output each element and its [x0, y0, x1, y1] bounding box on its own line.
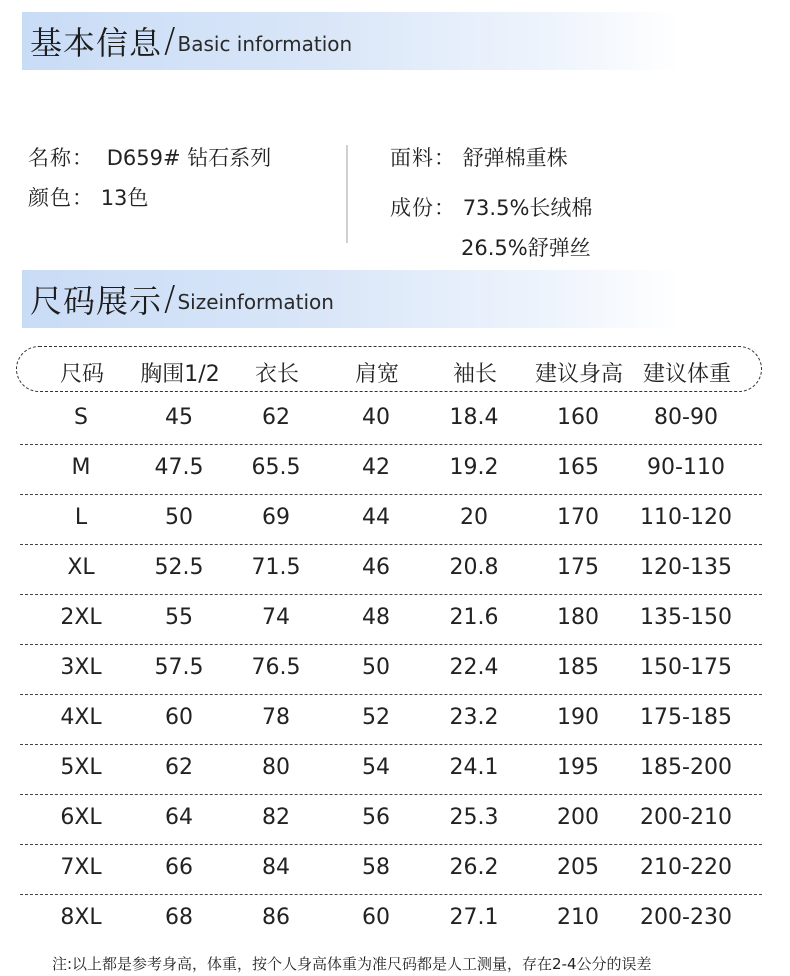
- basic-info-title-cn: 基本信息: [30, 24, 163, 62]
- table-row: [16, 594, 762, 644]
- basic-info-banner: [22, 12, 682, 70]
- info-divider: [346, 145, 348, 243]
- cell-size: 7XL: [60, 855, 102, 880]
- cell-shoulder: 44: [362, 505, 390, 530]
- size-info-title-cn: 尺码展示: [30, 282, 163, 320]
- table-row: [16, 644, 762, 694]
- cell-suggested-height: 185: [557, 655, 599, 680]
- header-size: 尺码: [59, 362, 104, 387]
- cell-size: 3XL: [60, 655, 102, 680]
- table-row: [16, 544, 762, 594]
- cell-sleeve: 24.1: [449, 755, 499, 780]
- table-row: [16, 844, 762, 894]
- banner-slash: /: [164, 279, 176, 319]
- cell-length: 84: [262, 855, 290, 880]
- cell-shoulder: 54: [362, 755, 390, 780]
- cell-chest-half: 55: [165, 605, 193, 630]
- banner-slash: /: [164, 21, 176, 61]
- cell-sleeve: 19.2: [449, 455, 499, 480]
- cell-size: 6XL: [60, 805, 102, 830]
- size-info-banner: [22, 270, 682, 328]
- cell-suggested-weight: 90-110: [647, 455, 725, 480]
- fabric-value: 舒弹棉重株: [462, 146, 568, 170]
- cell-suggested-height: 195: [557, 755, 599, 780]
- cell-suggested-weight: 110-120: [640, 505, 732, 530]
- table-row: [16, 444, 762, 494]
- cell-shoulder: 50: [362, 655, 390, 680]
- cell-shoulder: 52: [362, 705, 390, 730]
- cell-suggested-height: 210: [557, 905, 599, 930]
- cell-suggested-height: 180: [557, 605, 599, 630]
- product-name-label: 名称：: [28, 146, 94, 170]
- cell-sleeve: 20: [460, 505, 488, 530]
- color-value: 13色: [100, 186, 149, 210]
- header-shoulder: 肩宽: [354, 362, 399, 387]
- cell-length: 86: [262, 905, 290, 930]
- cell-chest-half: 47.5: [154, 455, 204, 480]
- cell-sleeve: 25.3: [449, 805, 499, 830]
- fabric-row: [390, 142, 568, 172]
- cell-suggested-height: 165: [557, 455, 599, 480]
- cell-suggested-weight: 200-210: [640, 805, 732, 830]
- cell-length: 65.5: [251, 455, 301, 480]
- cell-chest-half: 57.5: [154, 655, 204, 680]
- cell-chest-half: 64: [165, 805, 193, 830]
- cell-suggested-weight: 80-90: [654, 405, 718, 430]
- table-row: [16, 744, 762, 794]
- color-row: [28, 182, 148, 212]
- table-row: [16, 794, 762, 844]
- basic-info-title-en: Basic information: [177, 32, 353, 56]
- header-suggested-height: 建议身高: [534, 362, 623, 387]
- size-table-header: [16, 346, 762, 392]
- cell-chest-half: 68: [165, 905, 193, 930]
- cell-suggested-weight: 210-220: [640, 855, 732, 880]
- table-row: [16, 394, 762, 444]
- composition-row: [390, 192, 592, 222]
- size-info-title-en: Sizeinformation: [177, 290, 334, 314]
- composition-label: 成份：: [390, 196, 456, 220]
- cell-length: 71.5: [251, 555, 301, 580]
- header-length: 衣长: [254, 362, 299, 387]
- table-row: [16, 694, 762, 744]
- cell-length: 74: [262, 605, 290, 630]
- table-row: [16, 494, 762, 544]
- cell-size: 8XL: [60, 905, 102, 930]
- cell-size: 5XL: [60, 755, 102, 780]
- cell-chest-half: 45: [165, 405, 193, 430]
- cell-size: S: [74, 405, 88, 430]
- cell-shoulder: 58: [362, 855, 390, 880]
- cell-suggested-weight: 175-185: [640, 705, 732, 730]
- cell-length: 62: [262, 405, 290, 430]
- cell-sleeve: 27.1: [449, 905, 499, 930]
- cell-chest-half: 60: [165, 705, 193, 730]
- cell-size: 4XL: [60, 705, 102, 730]
- cell-chest-half: 52.5: [154, 555, 204, 580]
- measurement-note: 注:以上都是参考身高，体重，按个人身高体重为准尺码都是人工测量，存在2-4公分的误差: [52, 955, 652, 973]
- table-row: [16, 894, 762, 944]
- product-name-value: D659# 钻石系列: [106, 146, 272, 170]
- cell-suggested-weight: 200-230: [640, 905, 732, 930]
- cell-sleeve: 18.4: [449, 405, 499, 430]
- cell-chest-half: 50: [165, 505, 193, 530]
- cell-length: 69: [262, 505, 290, 530]
- cell-sleeve: 21.6: [449, 605, 499, 630]
- cell-chest-half: 66: [165, 855, 193, 880]
- cell-size: L: [74, 505, 88, 530]
- fabric-label: 面料：: [390, 146, 456, 170]
- cell-length: 80: [262, 755, 290, 780]
- cell-length: 82: [262, 805, 290, 830]
- composition-value-1: 73.5%长绒棉: [462, 196, 593, 220]
- cell-shoulder: 40: [362, 405, 390, 430]
- color-label: 颜色：: [28, 186, 94, 210]
- cell-suggested-height: 200: [557, 805, 599, 830]
- composition-value-2: 26.5%舒弹丝: [461, 236, 591, 260]
- cell-size: 2XL: [60, 605, 102, 630]
- cell-length: 76.5: [251, 655, 301, 680]
- cell-size: M: [71, 455, 91, 480]
- cell-sleeve: 22.4: [449, 655, 499, 680]
- cell-shoulder: 60: [362, 905, 390, 930]
- cell-sleeve: 23.2: [449, 705, 499, 730]
- cell-chest-half: 62: [165, 755, 193, 780]
- cell-suggested-weight: 120-135: [640, 555, 732, 580]
- cell-suggested-weight: 185-200: [640, 755, 732, 780]
- header-chest-half: 胸围1/2: [140, 362, 220, 387]
- cell-shoulder: 42: [362, 455, 390, 480]
- cell-suggested-height: 205: [557, 855, 599, 880]
- cell-length: 78: [262, 705, 290, 730]
- header-suggested-weight: 建议体重: [642, 362, 731, 387]
- cell-suggested-weight: 135-150: [640, 605, 732, 630]
- cell-size: XL: [67, 555, 95, 580]
- cell-shoulder: 56: [362, 805, 390, 830]
- cell-suggested-height: 160: [557, 405, 599, 430]
- cell-suggested-height: 175: [557, 555, 599, 580]
- composition-row-2: [461, 232, 591, 262]
- cell-suggested-weight: 150-175: [640, 655, 732, 680]
- cell-shoulder: 46: [362, 555, 390, 580]
- cell-sleeve: 20.8: [449, 555, 499, 580]
- cell-shoulder: 48: [362, 605, 390, 630]
- product-name-row: [28, 142, 271, 172]
- header-sleeve: 袖长: [452, 362, 497, 387]
- cell-suggested-height: 170: [557, 505, 599, 530]
- cell-suggested-height: 190: [557, 705, 599, 730]
- cell-sleeve: 26.2: [449, 855, 499, 880]
